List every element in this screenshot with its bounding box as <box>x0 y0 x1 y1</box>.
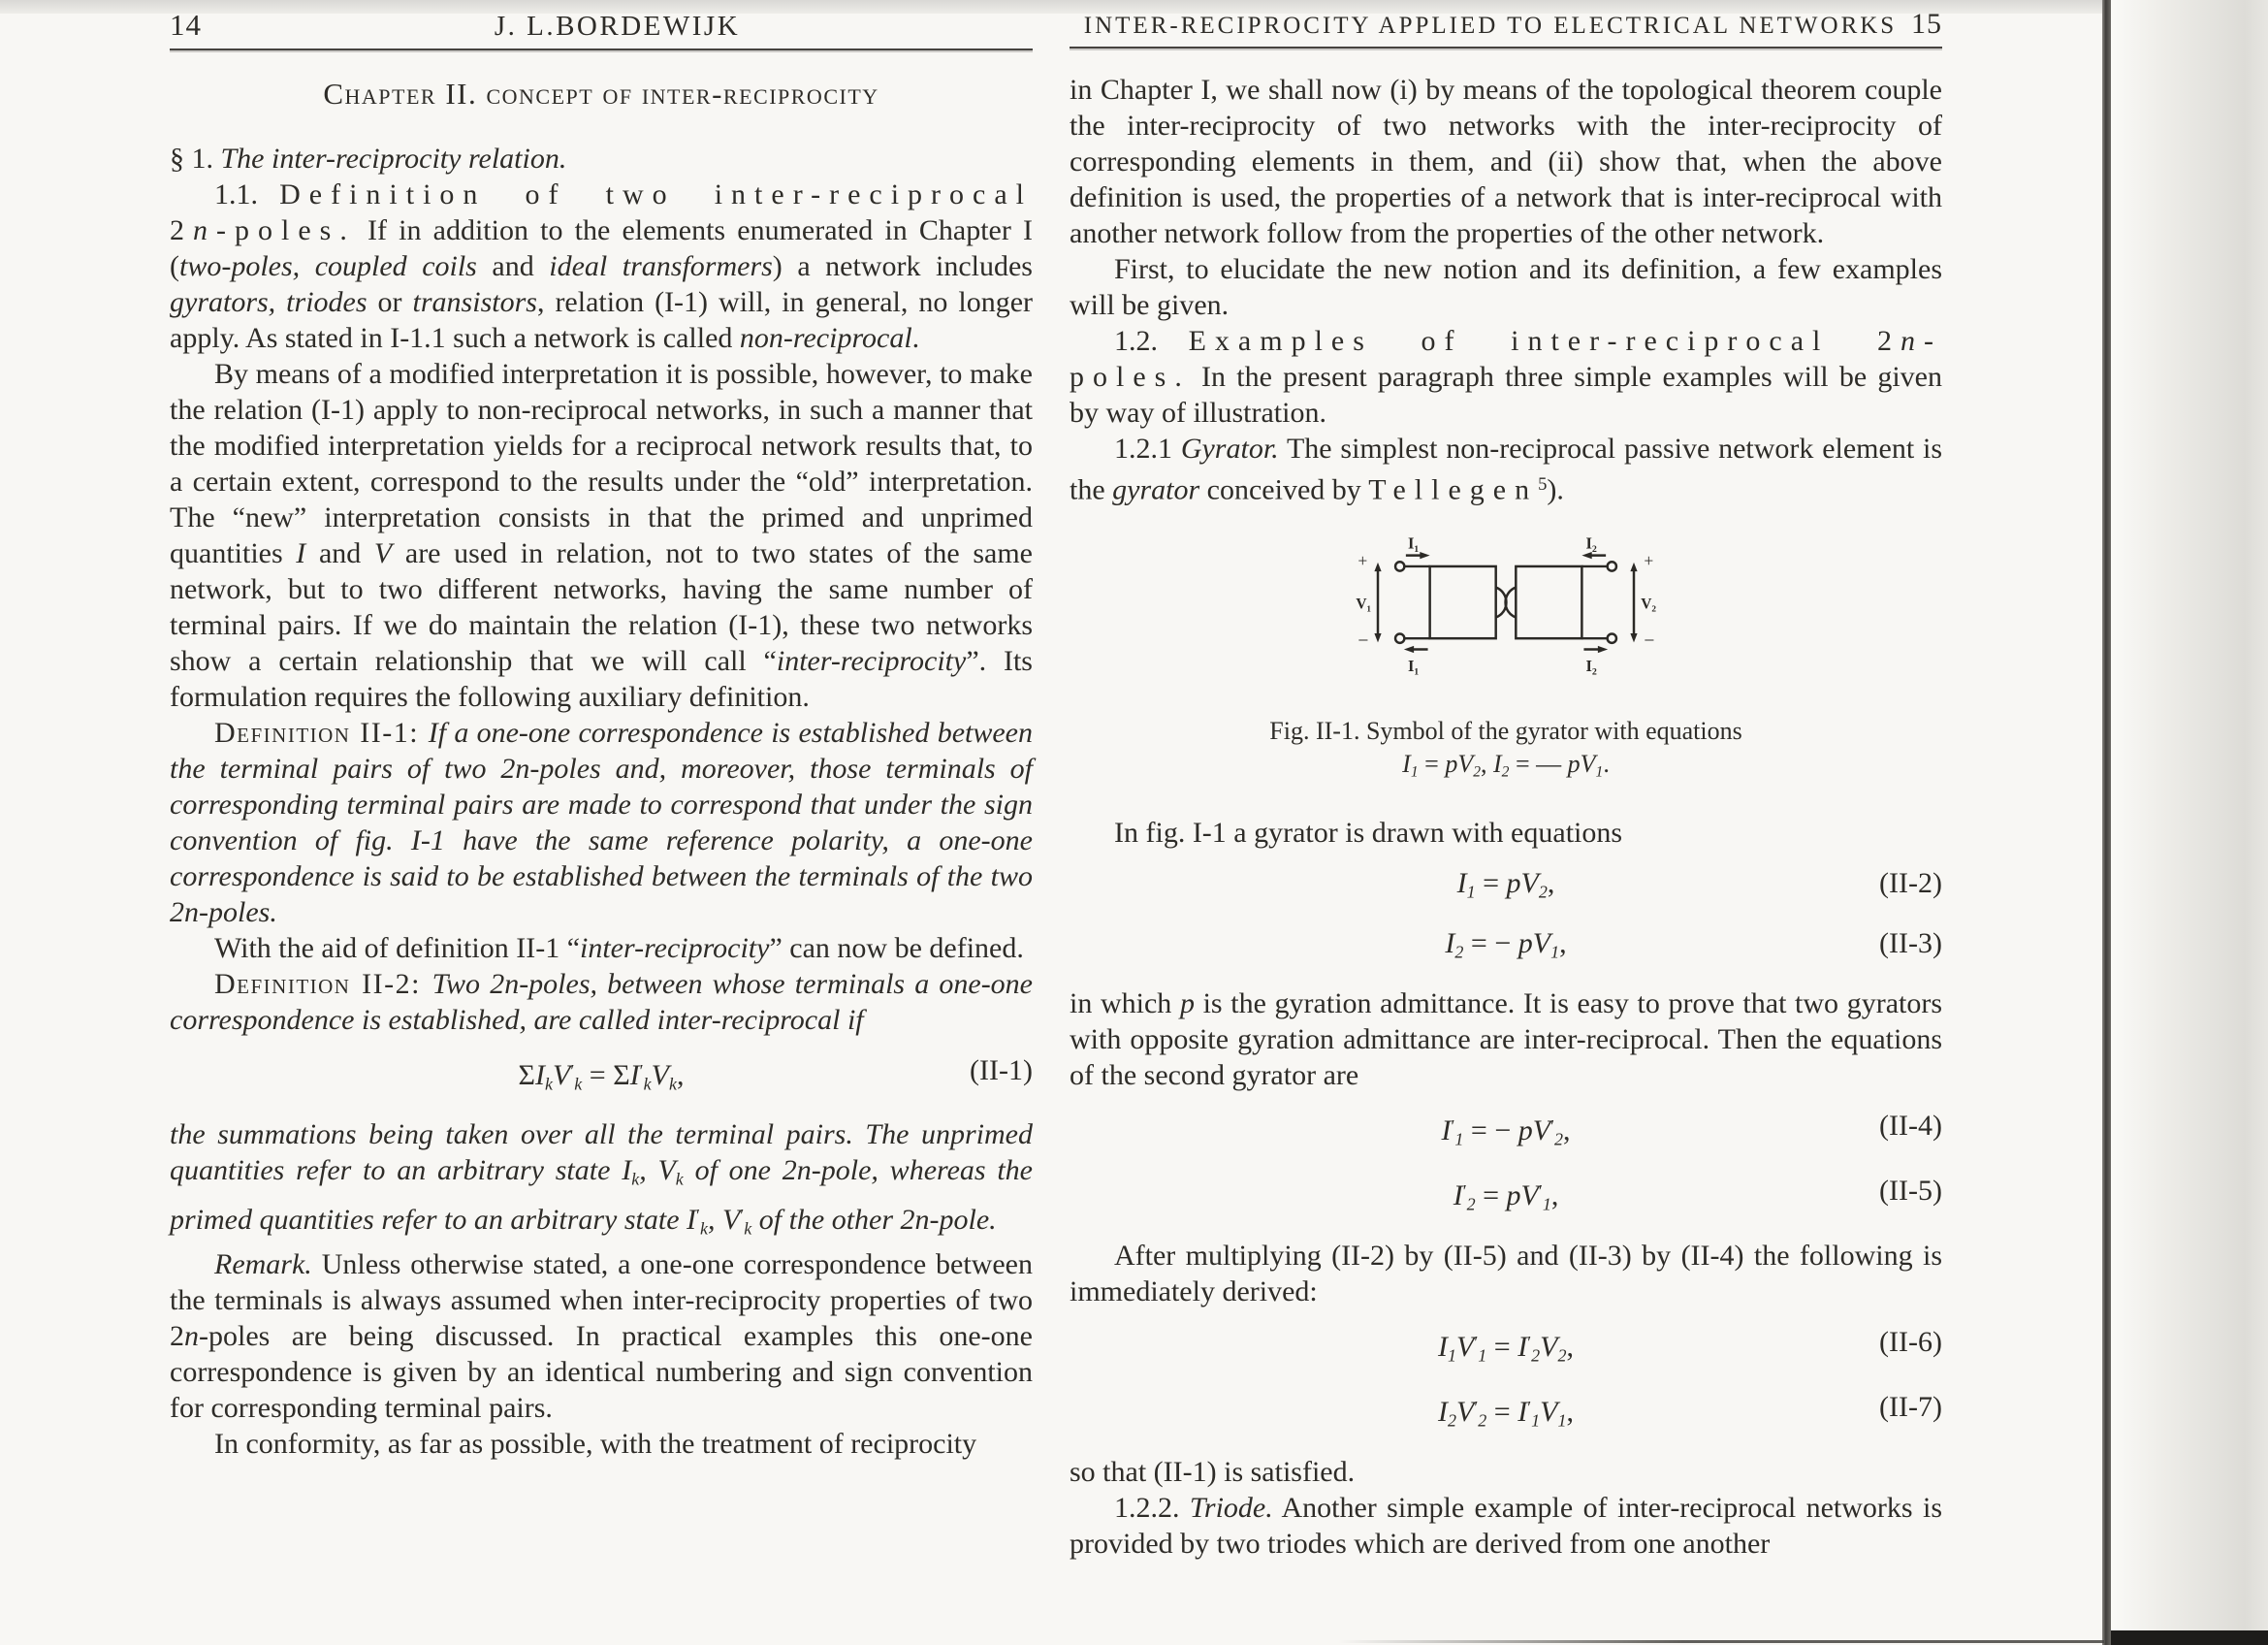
paragraph <box>170 966 1033 1038</box>
text-segment: The inter-reciprocity relation. <box>220 143 567 175</box>
text-segment: I <box>535 1059 546 1092</box>
text-segment: If in addition to the elements enumerated in Chapter I ( <box>170 214 1033 282</box>
equation-number: (II-7) <box>1879 1391 1942 1424</box>
text-segment: Triode. <box>1189 1491 1273 1524</box>
text-segment: ′ <box>1550 1115 1555 1136</box>
text-segment: 1 <box>1542 1194 1551 1214</box>
text-segment: , <box>1563 1113 1571 1146</box>
text-segment: ” can now be defined. <box>769 932 1024 964</box>
text-segment: 2 <box>1501 763 1510 781</box>
figure-caption-line <box>1070 748 1942 790</box>
display-equation <box>1070 1107 1942 1158</box>
paragraph <box>1070 72 1942 251</box>
text-segment: ). <box>1547 473 1564 506</box>
page-left <box>170 8 1033 1462</box>
text-segment: 2 <box>1478 1410 1487 1431</box>
text-segment: so that (II-1) is satisfied. <box>1070 1455 1356 1488</box>
text-segment: 2 <box>1557 1345 1567 1366</box>
text-segment: , <box>639 1154 658 1187</box>
figure-caption-line <box>1070 715 1942 748</box>
paragraph <box>170 141 1033 177</box>
text-segment: Definition of two inter-reciprocal 2 <box>170 178 1034 246</box>
text-segment: -poles are being discussed. In practical examples this one-one correspondence is given by an identical numbering and sign convention for corresponding terminal pairs. <box>170 1320 1033 1425</box>
right-header-rule <box>1070 47 1942 48</box>
equation-body <box>1438 1396 1574 1431</box>
text-segment: If a one-one correspondence is established between the terminal pairs of two 2n-poles and, moreover, those terminals of corresponding terminal pairs are made to correspond that under the sign convention of fig. I-1 have the same reference polarity, a one-one correspondence is said to be established between the terminals of the two 2n-poles. <box>170 717 1033 928</box>
text-segment: ′ <box>1474 1398 1479 1418</box>
text-segment: = <box>1418 750 1446 779</box>
text-segment: ′ <box>696 1205 700 1225</box>
text-segment: 2 <box>1448 1410 1457 1431</box>
left-column-content <box>170 76 1033 1462</box>
minus-sign-left: − <box>1358 630 1369 652</box>
scan-bottom-bar <box>2111 1630 2268 1645</box>
text-segment: ′ <box>639 1061 644 1081</box>
paragraph <box>1070 815 1942 851</box>
gyrator-figure-drawing <box>1356 536 1656 696</box>
text-segment: = − <box>1463 927 1518 960</box>
paragraph <box>1070 1490 1942 1562</box>
text-segment: p <box>1445 750 1458 779</box>
text-segment: n <box>184 1320 199 1353</box>
text-segment: or <box>367 286 413 318</box>
text-segment: 1 <box>1448 1345 1457 1366</box>
text-segment: Remark. <box>214 1248 312 1281</box>
text-segment: p <box>1506 866 1521 899</box>
text-segment: V <box>1456 1330 1475 1363</box>
left-header-rule <box>170 48 1033 50</box>
paragraph <box>170 1246 1033 1426</box>
text-segment: and <box>305 537 374 569</box>
text-segment: = <box>1475 1179 1507 1212</box>
text-segment: V <box>1540 1396 1558 1429</box>
text-segment: in which <box>1070 986 1180 1019</box>
text-segment: By means of a modified interpretation it is possible, however, to make the relation (I-1) apply to non-reciprocal networks, in such a manner that the modified interpretation yields for a reciprocal network results that, to a certain extent, correspond to the results under the “old” interpretation. The “new” interpretation consists in that the primed and unprimed quantities <box>170 358 1033 569</box>
text-segment: n <box>1901 325 1924 357</box>
right-page-number: 15 <box>1911 8 1942 40</box>
text-segment: Definition II-1: <box>214 717 429 749</box>
text-segment: k <box>574 1074 583 1094</box>
text-segment: = − <box>1463 1113 1518 1146</box>
text-segment: gyrator <box>1112 473 1200 506</box>
page-right <box>1070 8 1942 1562</box>
i1-top-label: I₁ <box>1407 536 1420 553</box>
text-segment: in Chapter I, we shall now (i) by means of the topological theorem couple the inter-reciprocity of two networks with the inter-reciprocity of corresponding elements in them, and (ii) show that, when the above definition is used, the properties of a network that is inter-reciprocal with another network follow from the properties of the other network. <box>1070 74 1942 249</box>
text-segment: conceived by <box>1199 473 1369 506</box>
paragraph <box>170 715 1033 930</box>
text-segment: -poles. <box>1070 325 1942 393</box>
display-equation <box>1070 1388 1942 1439</box>
text-segment: k <box>675 1169 684 1189</box>
text-segment: ′ <box>1462 1181 1467 1202</box>
i2-top-label: I₂ <box>1585 536 1597 553</box>
equation-number: (II-5) <box>1879 1175 1942 1208</box>
text-segment: , <box>707 1203 722 1236</box>
gyrator-figure <box>1070 536 1942 705</box>
text-segment: ′ <box>570 1061 575 1081</box>
v1-label: V₁ <box>1356 596 1372 613</box>
gyrator-symbol-left <box>1374 552 1506 653</box>
text-segment: Another simple example of inter-reciprocal networks is provided by two triodes which are derived from one another <box>1070 1491 1942 1560</box>
scan-page-edge-line <box>2102 0 2111 1645</box>
text-segment: . <box>911 322 920 354</box>
equation-body <box>1453 1179 1559 1214</box>
text-segment: V <box>553 1059 571 1092</box>
text-segment: two-poles, coupled coils <box>179 250 477 282</box>
text-segment: inter-reciprocity <box>776 645 967 677</box>
paragraph <box>170 1426 1033 1462</box>
text-segment: , <box>1481 750 1493 779</box>
text-segment: = Σ <box>582 1059 630 1092</box>
text-segment: ′ <box>1527 1332 1532 1352</box>
text-segment: k <box>545 1074 554 1094</box>
text-segment: , <box>1559 927 1567 960</box>
text-segment: V <box>651 1059 669 1092</box>
display-equation <box>1070 1172 1942 1223</box>
i1-bottom-label: I₁ <box>1407 657 1420 676</box>
text-segment: 1.1. <box>214 178 280 210</box>
left-running-head: J. L.BORDEWIJK <box>494 11 741 42</box>
text-segment: inter-reciprocity <box>580 932 770 964</box>
text-segment: 1 <box>1531 1410 1541 1431</box>
text-segment: In conformity, as far as possible, with the treatment of reciprocity <box>214 1428 977 1461</box>
text-segment: 2 <box>1466 1194 1476 1214</box>
text-segment: p <box>1517 927 1533 960</box>
right-header <box>1070 8 1942 41</box>
text-segment: ′ <box>740 1205 745 1225</box>
paragraph <box>170 356 1033 715</box>
equation-body <box>1445 927 1567 962</box>
text-segment: , <box>1547 866 1555 899</box>
text-segment: 1.2. <box>1114 325 1189 357</box>
text-segment: , <box>1566 1330 1574 1363</box>
text-segment: 1 <box>1454 1129 1464 1149</box>
text-segment: p <box>1179 986 1195 1019</box>
text-segment: I <box>1456 866 1467 899</box>
right-column-content <box>1070 72 1942 1562</box>
i2-bottom-label: I₂ <box>1585 657 1597 676</box>
equation-body <box>1441 1113 1571 1149</box>
text-segment: I <box>1441 1113 1452 1146</box>
text-segment: Two 2n-poles, between whose terminals a one-one correspondence is established, are called inter-reciprocal if <box>170 968 1033 1036</box>
text-segment: After multiplying (II-2) by (II-5) and (II-3) by (II-4) the following is immediately derived: <box>1070 1239 1942 1307</box>
text-segment: V <box>1532 1113 1551 1146</box>
text-segment: 2 <box>1454 942 1464 962</box>
paragraph <box>1070 251 1942 323</box>
text-segment: V <box>721 1203 741 1236</box>
text-segment: Examples of inter-reciprocal 2 <box>1188 325 1901 357</box>
text-segment: 1 <box>1466 882 1476 902</box>
text-segment: transistors <box>412 286 537 318</box>
display-equation <box>1070 864 1942 911</box>
text-segment: , <box>1550 1179 1559 1212</box>
text-segment: 2 <box>1531 1345 1541 1366</box>
text-segment: I <box>1517 1396 1528 1429</box>
text-segment: I <box>622 1154 632 1187</box>
paragraph <box>1070 1238 1942 1309</box>
text-segment: ) a network includes <box>772 250 1033 282</box>
paragraph <box>1070 1454 1942 1490</box>
equation-number: (II-4) <box>1879 1109 1942 1142</box>
text-segment: Σ <box>518 1059 536 1092</box>
text-segment: is the gyration admittance. It is easy to prove that two gyrators with opposite gyration admittance are inter-reciprocal. Then the equations of the second gyrator are <box>1070 986 1943 1091</box>
plus-sign-right: + <box>1644 551 1654 571</box>
text-segment: gyrators, triodes <box>170 286 367 318</box>
gyrator-symbol-right <box>1506 552 1638 653</box>
text-segment: I <box>1438 1396 1449 1429</box>
text-segment: p <box>1517 1113 1533 1146</box>
text-segment: k <box>699 1218 708 1239</box>
text-segment: = <box>1486 1330 1518 1363</box>
text-segment: , <box>1566 1396 1574 1429</box>
paragraph <box>170 930 1033 966</box>
paragraph <box>170 177 1033 356</box>
text-segment: of one 2n-pole, whereas the primed quantities refer to an arbitrary state <box>170 1154 1033 1236</box>
text-segment: I <box>296 537 306 569</box>
text-segment: k <box>744 1218 752 1239</box>
text-segment: . <box>1603 750 1610 779</box>
equation-body <box>518 1059 685 1094</box>
text-segment: V <box>1457 750 1474 779</box>
text-segment: V <box>657 1154 676 1187</box>
text-segment: 2 <box>1538 882 1548 902</box>
text-segment: I <box>1517 1330 1528 1363</box>
text-segment: V <box>1520 1179 1539 1212</box>
text-segment: n <box>193 214 216 246</box>
text-segment: 1.2.2. <box>1114 1491 1190 1524</box>
equation-number: (II-3) <box>1879 927 1942 960</box>
text-segment: In fig. I-1 a gyrator is drawn with equations <box>1114 816 1623 849</box>
text-segment: ′ <box>1451 1115 1455 1136</box>
text-segment: and <box>476 250 550 282</box>
text-segment: of the other 2n-pole. <box>751 1203 997 1236</box>
chapter-heading <box>170 76 1033 112</box>
text-segment: k <box>668 1074 677 1094</box>
left-page-number: 14 <box>170 8 202 42</box>
text-segment: The simplest non-reciprocal passive network element is the <box>1070 433 1943 506</box>
text-segment: -poles. <box>216 214 356 246</box>
text-segment: Tellegen <box>1368 473 1539 506</box>
text-segment: non-reciprocal <box>739 322 912 354</box>
text-segment: 5 <box>1538 474 1548 495</box>
text-segment: 2 <box>1473 763 1481 781</box>
text-segment: Gyrator. <box>1180 433 1279 465</box>
text-segment: 1 <box>1478 1345 1487 1366</box>
paragraph <box>170 1116 1033 1246</box>
text-segment: 1 <box>1550 942 1560 962</box>
text-segment: With the aid of definition II-1 “ <box>214 932 581 964</box>
plus-sign-left: + <box>1358 551 1368 571</box>
text-segment: I <box>1438 1330 1449 1363</box>
display-equation <box>170 1051 1033 1103</box>
text-segment: ′ <box>1538 1181 1543 1202</box>
display-equation <box>1070 1323 1942 1374</box>
text-segment: I <box>629 1059 640 1092</box>
text-segment: = <box>1475 866 1507 899</box>
text-segment: I <box>1445 927 1455 960</box>
text-segment: ′ <box>1474 1332 1479 1352</box>
text-segment: are used in relation, not to two states of the same network, but to two different networks, having the same number of terminal pairs. If we do maintain the relation (I-1), these two networks show a certain relationship that we will call “ <box>170 537 1033 677</box>
paragraph <box>1070 323 1942 431</box>
text-segment: ideal transformers <box>549 250 773 282</box>
text-segment: First, to elucidate the new notion and its definition, a few examples will be given. <box>1070 253 1942 321</box>
equation-number: (II-1) <box>970 1054 1033 1086</box>
text-segment: V <box>1580 750 1596 779</box>
left-header <box>170 8 1033 43</box>
text-segment: Unless otherwise stated, a one-one correspondence between the terminals is always assumed when inter-reciprocity properties of two 2 <box>170 1248 1033 1353</box>
text-segment: 1.2.1 <box>1114 433 1181 465</box>
text-segment: 1 <box>1595 763 1604 781</box>
display-equation <box>1070 924 1942 971</box>
text-segment: , relation (I-1) will, in general, no longer apply. As stated in I-1.1 such a network is called <box>170 286 1033 354</box>
text-segment: I <box>1453 1179 1463 1212</box>
equation-number: (II-2) <box>1879 866 1942 899</box>
text-segment: Definition II-2: <box>214 968 432 1000</box>
minus-sign-right: − <box>1644 630 1655 652</box>
text-segment: , <box>676 1059 685 1092</box>
text-segment: p <box>1506 1179 1521 1212</box>
figure-caption <box>1070 715 1942 790</box>
text-segment: = — <box>1509 750 1568 779</box>
text-segment: In the present paragraph three simple examples will be given by way of illustration. <box>1070 361 1942 429</box>
text-segment: V <box>1520 866 1539 899</box>
text-segment: V <box>373 537 393 569</box>
right-running-head: INTER-RECIPROCITY APPLIED TO ELECTRICAL NETWORKS <box>1083 13 1898 39</box>
text-segment: Fig. II-1. Symbol of the gyrator with equations <box>1269 717 1742 746</box>
v2-label: V₂ <box>1641 596 1656 613</box>
text-segment: ′ <box>1527 1398 1532 1418</box>
text-segment: = <box>1486 1396 1518 1429</box>
scan-edge-panel <box>2111 0 2268 1645</box>
text-segment: § 1. <box>170 143 221 175</box>
text-segment: 2 <box>1554 1129 1564 1149</box>
text-segment: V <box>1532 927 1551 960</box>
scan-bottom-line <box>1338 1640 2104 1643</box>
text-segment: k <box>643 1074 652 1094</box>
text-segment: I <box>687 1203 697 1236</box>
text-segment: p <box>1567 750 1581 779</box>
paragraph <box>1070 431 1942 507</box>
text-segment: I <box>1493 750 1502 779</box>
text-segment: I <box>1402 750 1411 779</box>
text-segment: ”. Its formulation requires the following auxiliary definition. <box>170 645 1033 713</box>
text-segment: V <box>1540 1330 1558 1363</box>
text-segment: k <box>631 1169 640 1189</box>
equation-number: (II-6) <box>1879 1325 1942 1358</box>
text-segment: 1 <box>1557 1410 1567 1431</box>
text-segment: 1 <box>1410 763 1419 781</box>
equation-body <box>1438 1330 1574 1366</box>
text-segment: Chapter II. concept of inter-reciprocity <box>323 77 879 111</box>
equation-body <box>1456 866 1555 902</box>
text-segment: V <box>1456 1396 1475 1429</box>
text-segment: the summations being taken over all the terminal pairs. The unprimed quantities refer to an arbitrary state <box>170 1118 1033 1187</box>
paragraph <box>1070 985 1942 1093</box>
